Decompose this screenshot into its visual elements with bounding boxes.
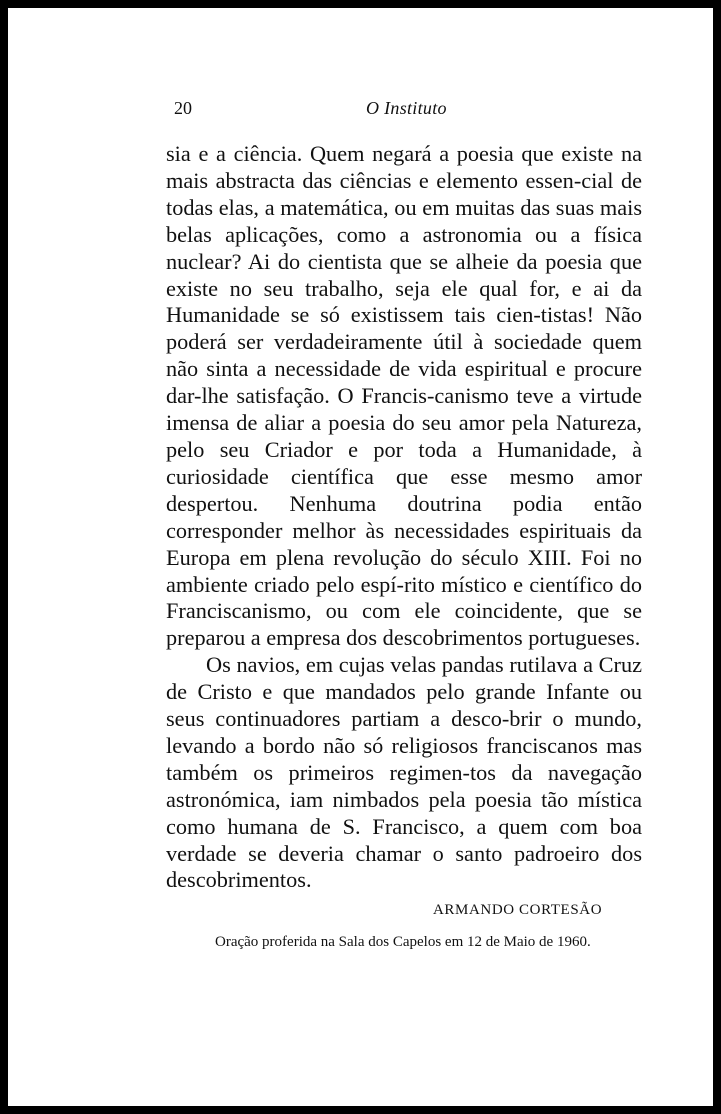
footnote: Oração proferida na Sala dos Capelos em 12 de Maio de 1960.: [215, 934, 591, 950]
paragraph-continuation: sia e a ciência. Quem negará a poesia que existe na mais abstracta das ciências e elemento essen-cial de todas elas, a matemática, ou em muitas das suas mais belas aplicações, como a astronomia ou a física nuclear? Ai do cientista que se alheie da poesia que existe no seu trabalho, seja ele qual for, e ai da Humanidade se só existissem tais cien-tistas! Não poderá ser verdadeiramente útil à sociedade quem não sinta a necessidade de vida espiritual e procure dar-lhe satisfação. O Francis-canismo teve a virtude imensa de aliar a poesia do seu amor pela Natureza, pelo seu Criador e por toda a Humanidade, à curiosidade científica que esse mesmo amor despertou. Nenhuma doutrina podia então corresponder melhor às necessidades espirituais da Europa em plena revolução do século XIII. Foi no ambiente criado pelo espí-rito místico e científico do Franciscanismo, ou com ele coincidente, que se preparou a empresa dos descobrimentos portugueses.: [166, 141, 642, 651]
page-number: 20: [174, 98, 192, 118]
paragraph-navios: Os navios, em cujas velas pandas rutilava a Cruz de Cristo e que mandados pelo grande Infante ou seus continuadores partiam a desco-brir o mundo, levando a bordo não só religiosos franciscanos mas também os primeiros regimen-tos da navegação astronómica, iam nimbados pela poesia tão mística como humana de S. Francisco, a quem com boa verdade se deveria chamar o santo padroeiro dos descobrimentos.: [166, 652, 642, 893]
author-signature: ARMANDO CORTESÃO: [433, 902, 603, 918]
page-header: [174, 98, 650, 122]
running-title: O Instituto: [366, 98, 447, 118]
body-text: [166, 141, 642, 894]
